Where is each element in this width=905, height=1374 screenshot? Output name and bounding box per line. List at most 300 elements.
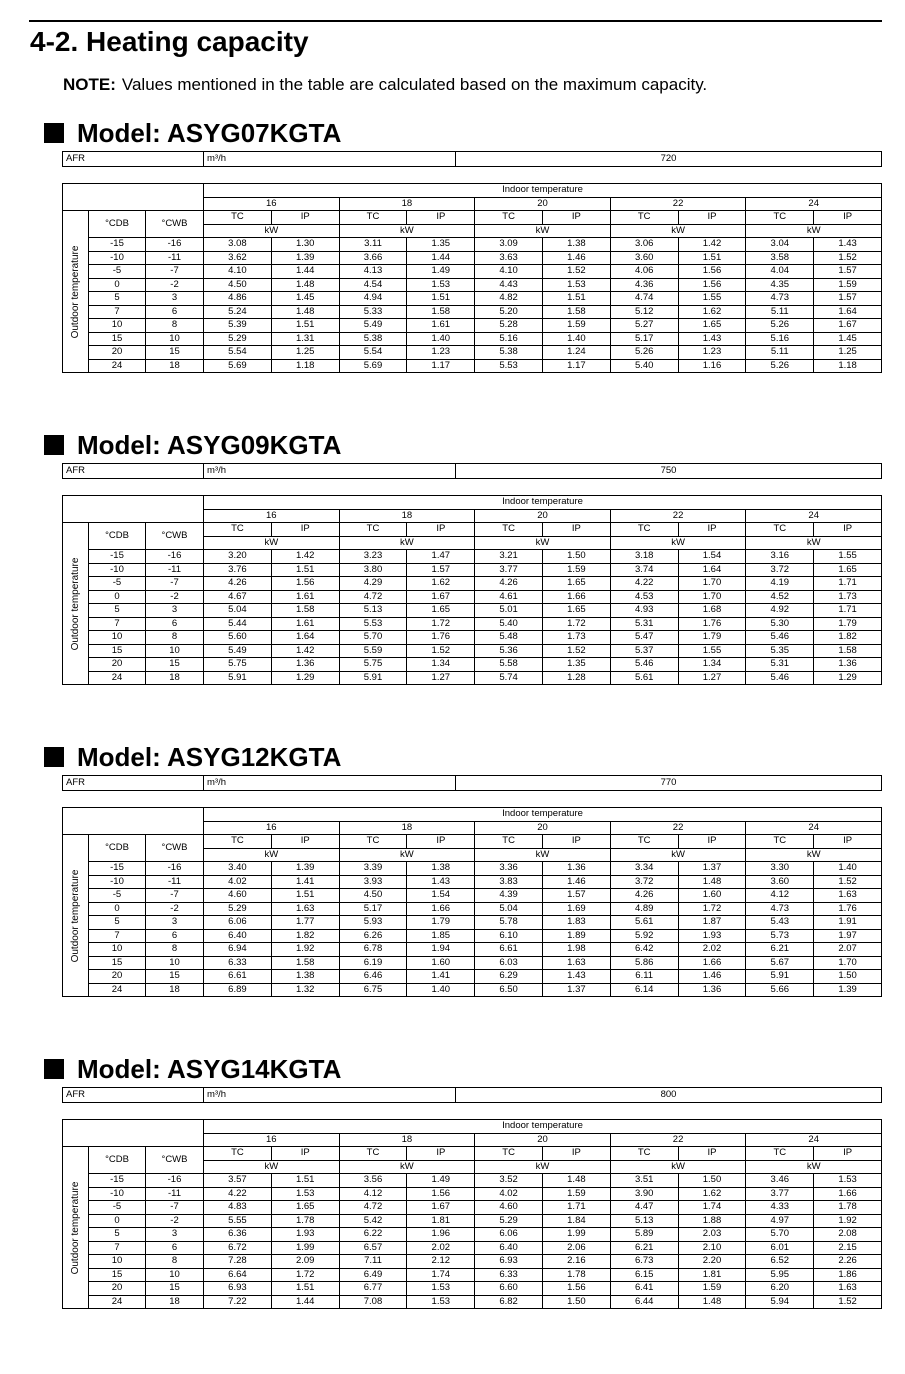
cwb-cell: 10: [146, 644, 204, 658]
tc-cell: 5.37: [610, 644, 678, 658]
table-row: [63, 265, 882, 279]
cwb-cell: 8: [146, 943, 204, 957]
tc-cell: 4.33: [746, 1201, 814, 1215]
ip-cell: 1.34: [678, 658, 746, 672]
tc-cell: 4.35: [746, 278, 814, 292]
ip-cell: 1.32: [271, 983, 339, 997]
tc-cell: 5.94: [746, 1295, 814, 1309]
ip-cell: 1.62: [678, 305, 746, 319]
ip-cell: 1.94: [407, 943, 475, 957]
tc-cell: 4.29: [339, 577, 407, 591]
ip-cell: 1.50: [543, 1295, 611, 1309]
tc-cell: 6.14: [610, 983, 678, 997]
tc-header: TC: [204, 523, 272, 537]
tc-cell: 4.22: [610, 577, 678, 591]
tc-cell: 4.26: [610, 889, 678, 903]
tc-cell: 5.73: [746, 929, 814, 943]
tc-cell: 6.61: [204, 970, 272, 984]
ip-cell: 1.70: [678, 590, 746, 604]
ip-header: IP: [543, 211, 611, 225]
ip-cell: 2.03: [678, 1228, 746, 1242]
indoor-temp-header: 18: [339, 1133, 475, 1147]
ip-cell: 1.53: [543, 278, 611, 292]
tc-cell: 4.02: [475, 1187, 543, 1201]
table-row: [63, 1282, 882, 1296]
ip-cell: 1.71: [814, 604, 882, 618]
tc-cell: 3.77: [475, 563, 543, 577]
tc-cell: 5.67: [746, 956, 814, 970]
indoor-temperature-header: Indoor temperature: [204, 184, 882, 198]
tc-cell: 5.38: [339, 332, 407, 346]
afr-label: AFR: [63, 1088, 204, 1103]
tc-cell: 5.12: [610, 305, 678, 319]
cdb-cell: 24: [89, 983, 146, 997]
ip-cell: 1.65: [543, 604, 611, 618]
cwb-cell: 18: [146, 1295, 204, 1309]
kw-unit-header: kW: [204, 848, 340, 862]
tc-cell: 5.91: [204, 671, 272, 685]
ip-header: IP: [407, 211, 475, 225]
ip-cell: 1.79: [407, 916, 475, 930]
ip-cell: 1.49: [407, 1174, 475, 1188]
ip-header: IP: [271, 835, 339, 849]
afr-table: [62, 775, 882, 791]
tc-cell: 5.04: [204, 604, 272, 618]
cdb-cell: 15: [89, 644, 146, 658]
table-row: [63, 1255, 882, 1269]
table-row: [63, 658, 882, 672]
tc-cell: 5.26: [746, 319, 814, 333]
kw-unit-header: kW: [475, 536, 611, 550]
tc-cell: 4.02: [204, 875, 272, 889]
table-row: [63, 319, 882, 333]
cwb-cell: -11: [146, 563, 204, 577]
ip-cell: 2.15: [814, 1241, 882, 1255]
tc-cell: 4.74: [610, 292, 678, 306]
ip-cell: 1.17: [407, 359, 475, 373]
tc-cell: 5.69: [339, 359, 407, 373]
capacity-table: [62, 807, 882, 997]
cdb-cell: 7: [89, 929, 146, 943]
cwb-cell: -7: [146, 1201, 204, 1215]
ip-cell: 1.65: [814, 563, 882, 577]
indoor-temp-header: 24: [746, 821, 882, 835]
ip-cell: 2.07: [814, 943, 882, 957]
tc-cell: 3.16: [746, 550, 814, 564]
ip-cell: 1.47: [407, 550, 475, 564]
indoor-temperature-header: Indoor temperature: [204, 496, 882, 510]
cdb-cell: 10: [89, 319, 146, 333]
tc-header: TC: [746, 1147, 814, 1161]
tc-cell: 5.49: [339, 319, 407, 333]
ip-cell: 1.41: [407, 970, 475, 984]
tc-cell: 5.40: [475, 617, 543, 631]
outdoor-temperature-label: [63, 211, 89, 373]
tc-cell: 5.89: [610, 1228, 678, 1242]
tc-header: TC: [746, 211, 814, 225]
ip-cell: 1.16: [678, 359, 746, 373]
tc-cell: 6.61: [475, 943, 543, 957]
cdb-cell: -15: [89, 238, 146, 252]
ip-cell: 1.24: [543, 346, 611, 360]
square-bullet-icon: [44, 747, 64, 767]
ip-cell: 1.41: [271, 875, 339, 889]
ip-cell: 1.23: [407, 346, 475, 360]
outdoor-temperature-text: Outdoor temperature: [69, 557, 81, 650]
ip-cell: 1.81: [407, 1214, 475, 1228]
ip-cell: 2.08: [814, 1228, 882, 1242]
tc-cell: 6.06: [204, 916, 272, 930]
tc-cell: 5.31: [610, 617, 678, 631]
ip-cell: 1.64: [678, 563, 746, 577]
ip-cell: 1.65: [543, 577, 611, 591]
kw-unit-header: kW: [610, 536, 746, 550]
cwb-cell: -7: [146, 265, 204, 279]
tc-cell: 4.93: [610, 604, 678, 618]
ip-cell: 1.53: [814, 1174, 882, 1188]
ip-cell: 1.43: [407, 875, 475, 889]
ip-header: IP: [678, 523, 746, 537]
tc-cell: 4.60: [204, 889, 272, 903]
cdb-cell: 7: [89, 305, 146, 319]
tc-cell: 5.54: [204, 346, 272, 360]
tc-cell: 6.15: [610, 1268, 678, 1282]
cdb-cell: 20: [89, 346, 146, 360]
ip-cell: 1.67: [407, 1201, 475, 1215]
ip-cell: 1.46: [543, 251, 611, 265]
model-heading: [44, 1053, 341, 1085]
cwb-cell: 6: [146, 617, 204, 631]
tc-header: TC: [610, 835, 678, 849]
ip-cell: 1.61: [271, 617, 339, 631]
cwb-cell: 3: [146, 292, 204, 306]
ip-cell: 1.76: [678, 617, 746, 631]
tc-cell: 6.94: [204, 943, 272, 957]
ip-cell: 1.39: [814, 983, 882, 997]
ip-cell: 1.37: [543, 983, 611, 997]
tc-cell: 3.77: [746, 1187, 814, 1201]
tc-cell: 5.11: [746, 305, 814, 319]
ip-cell: 1.76: [407, 631, 475, 645]
tc-cell: 4.89: [610, 902, 678, 916]
tc-cell: 4.72: [339, 1201, 407, 1215]
ip-cell: 1.59: [543, 1187, 611, 1201]
tc-cell: 4.86: [204, 292, 272, 306]
ip-cell: 1.30: [271, 238, 339, 252]
ip-cell: 1.56: [543, 1282, 611, 1296]
ip-cell: 1.72: [271, 1268, 339, 1282]
ip-cell: 1.44: [271, 1295, 339, 1309]
ip-cell: 1.53: [407, 278, 475, 292]
ip-cell: 1.53: [271, 1187, 339, 1201]
ip-cell: 1.45: [271, 292, 339, 306]
ip-cell: 1.53: [407, 1295, 475, 1309]
tc-cell: 6.93: [204, 1282, 272, 1296]
indoor-temp-header: 20: [475, 821, 611, 835]
tc-cell: 6.22: [339, 1228, 407, 1242]
cdb-cell: 15: [89, 332, 146, 346]
tc-cell: 5.39: [204, 319, 272, 333]
tc-cell: 3.66: [339, 251, 407, 265]
tc-cell: 5.61: [610, 916, 678, 930]
header-corner: [63, 496, 204, 523]
tc-cell: 6.11: [610, 970, 678, 984]
ip-cell: 1.82: [814, 631, 882, 645]
ip-cell: 1.59: [543, 319, 611, 333]
tc-cell: 4.43: [475, 278, 543, 292]
cdb-cell: -15: [89, 550, 146, 564]
tc-cell: 6.19: [339, 956, 407, 970]
ip-cell: 1.88: [678, 1214, 746, 1228]
ip-cell: 1.78: [271, 1214, 339, 1228]
ip-cell: 1.48: [543, 1174, 611, 1188]
ip-cell: 1.60: [407, 956, 475, 970]
ip-cell: 1.74: [407, 1268, 475, 1282]
cdb-cell: 0: [89, 902, 146, 916]
tc-cell: 3.72: [746, 563, 814, 577]
tc-header: TC: [339, 1147, 407, 1161]
outdoor-temperature-text: Outdoor temperature: [69, 1181, 81, 1274]
tc-cell: 4.39: [475, 889, 543, 903]
tc-cell: 6.44: [610, 1295, 678, 1309]
cwb-cell: -16: [146, 1174, 204, 1188]
tc-cell: 3.46: [746, 1174, 814, 1188]
cwb-cell: 15: [146, 1282, 204, 1296]
tc-cell: 5.78: [475, 916, 543, 930]
cwb-cell: 15: [146, 970, 204, 984]
tc-cell: 5.95: [746, 1268, 814, 1282]
tc-cell: 4.50: [339, 889, 407, 903]
model-title: Model: ASYG14KGTA: [77, 1054, 342, 1084]
tc-cell: 5.93: [339, 916, 407, 930]
tc-cell: 6.06: [475, 1228, 543, 1242]
kw-unit-header: kW: [204, 1160, 340, 1174]
cwb-cell: -16: [146, 862, 204, 876]
cdb-cell: 10: [89, 943, 146, 957]
tc-cell: 3.11: [339, 238, 407, 252]
ip-cell: 1.54: [407, 889, 475, 903]
tc-cell: 3.09: [475, 238, 543, 252]
table-row: [63, 889, 882, 903]
tc-cell: 5.29: [475, 1214, 543, 1228]
square-bullet-icon: [44, 123, 64, 143]
table-row: [63, 577, 882, 591]
table-row: [63, 563, 882, 577]
ip-cell: 1.43: [543, 970, 611, 984]
tc-cell: 3.30: [746, 862, 814, 876]
tc-cell: 5.47: [610, 631, 678, 645]
tc-cell: 4.52: [746, 590, 814, 604]
tc-cell: 5.38: [475, 346, 543, 360]
ip-cell: 1.57: [407, 563, 475, 577]
tc-cell: 5.44: [204, 617, 272, 631]
ip-cell: 1.93: [271, 1228, 339, 1242]
tc-cell: 3.36: [475, 862, 543, 876]
ip-header: IP: [407, 1147, 475, 1161]
cdb-cell: 0: [89, 590, 146, 604]
ip-cell: 1.97: [814, 929, 882, 943]
table-row: [63, 604, 882, 618]
ip-cell: 1.86: [814, 1268, 882, 1282]
tc-cell: 4.19: [746, 577, 814, 591]
ip-cell: 1.51: [543, 292, 611, 306]
table-row: [63, 644, 882, 658]
tc-cell: 6.41: [610, 1282, 678, 1296]
tc-cell: 6.26: [339, 929, 407, 943]
tc-cell: 4.26: [475, 577, 543, 591]
table-row: [63, 631, 882, 645]
cdb-cell: 24: [89, 671, 146, 685]
tc-cell: 4.22: [204, 1187, 272, 1201]
tc-header: TC: [339, 523, 407, 537]
cwb-cell: 6: [146, 929, 204, 943]
ip-header: IP: [407, 523, 475, 537]
indoor-temp-header: 16: [204, 821, 340, 835]
ip-cell: 1.91: [814, 916, 882, 930]
tc-cell: 5.53: [475, 359, 543, 373]
tc-cell: 6.78: [339, 943, 407, 957]
ip-cell: 1.37: [678, 862, 746, 876]
tc-cell: 5.24: [204, 305, 272, 319]
cdb-cell: 15: [89, 956, 146, 970]
section-title: 4-2. Heating capacity: [30, 26, 309, 57]
afr-label: AFR: [63, 776, 204, 791]
table-row: [63, 1268, 882, 1282]
ip-cell: 1.39: [271, 251, 339, 265]
ip-cell: 1.76: [814, 902, 882, 916]
ip-cell: 1.93: [678, 929, 746, 943]
afr-table: [62, 151, 882, 167]
model-heading: [44, 117, 341, 149]
ip-cell: 1.83: [543, 916, 611, 930]
note: [63, 74, 707, 96]
note-text: Values mentioned in the table are calculated based on the maximum capacity.: [121, 75, 708, 94]
cdb-cell: 20: [89, 1282, 146, 1296]
tc-cell: 4.72: [339, 590, 407, 604]
kw-unit-header: kW: [339, 848, 475, 862]
tc-cell: 3.60: [610, 251, 678, 265]
tc-cell: 6.50: [475, 983, 543, 997]
table-row: [63, 943, 882, 957]
ip-cell: 1.29: [814, 671, 882, 685]
table-row: [63, 346, 882, 360]
tc-cell: 4.12: [746, 889, 814, 903]
ip-header: IP: [407, 835, 475, 849]
ip-cell: 1.46: [678, 970, 746, 984]
ip-header: IP: [271, 211, 339, 225]
cwb-header: °CWB: [146, 1147, 204, 1174]
ip-cell: 1.56: [271, 577, 339, 591]
cwb-cell: -11: [146, 1187, 204, 1201]
kw-unit-header: kW: [204, 224, 340, 238]
ip-header: IP: [271, 1147, 339, 1161]
ip-cell: 1.66: [814, 1187, 882, 1201]
tc-cell: 3.08: [204, 238, 272, 252]
tc-header: TC: [339, 211, 407, 225]
tc-cell: 3.80: [339, 563, 407, 577]
ip-cell: 1.51: [678, 251, 746, 265]
cdb-cell: -5: [89, 577, 146, 591]
ip-cell: 1.48: [678, 1295, 746, 1309]
cwb-cell: -11: [146, 251, 204, 265]
ip-cell: 1.79: [678, 631, 746, 645]
ip-cell: 1.42: [271, 644, 339, 658]
tc-cell: 6.20: [746, 1282, 814, 1296]
ip-cell: 1.35: [543, 658, 611, 672]
cwb-cell: 10: [146, 956, 204, 970]
cdb-cell: 15: [89, 1268, 146, 1282]
kw-unit-header: kW: [746, 848, 882, 862]
tc-cell: 5.75: [339, 658, 407, 672]
indoor-temp-header: 16: [204, 1133, 340, 1147]
ip-cell: 2.06: [543, 1241, 611, 1255]
tc-cell: 4.97: [746, 1214, 814, 1228]
capacity-table: [62, 183, 882, 373]
cwb-cell: 18: [146, 671, 204, 685]
afr-unit: m³/h: [204, 152, 456, 167]
cdb-cell: 0: [89, 1214, 146, 1228]
ip-header: IP: [678, 835, 746, 849]
tc-cell: 5.31: [746, 658, 814, 672]
tc-cell: 3.62: [204, 251, 272, 265]
ip-cell: 1.36: [543, 862, 611, 876]
kw-unit-header: kW: [339, 536, 475, 550]
tc-cell: 6.75: [339, 983, 407, 997]
table-row: [63, 590, 882, 604]
indoor-temp-header: 20: [475, 509, 611, 523]
tc-cell: 5.11: [746, 346, 814, 360]
model-heading: [44, 741, 341, 773]
cdb-cell: -10: [89, 251, 146, 265]
table-row: [63, 1187, 882, 1201]
table-row: [63, 970, 882, 984]
tc-cell: 3.51: [610, 1174, 678, 1188]
afr-value: 770: [456, 776, 882, 791]
cdb-cell: -5: [89, 1201, 146, 1215]
tc-header: TC: [475, 1147, 543, 1161]
cdb-cell: 20: [89, 658, 146, 672]
ip-cell: 1.61: [271, 590, 339, 604]
ip-cell: 1.52: [814, 1295, 882, 1309]
ip-cell: 1.64: [814, 305, 882, 319]
ip-cell: 1.53: [407, 1282, 475, 1296]
afr-value: 800: [456, 1088, 882, 1103]
tc-cell: 5.30: [746, 617, 814, 631]
tc-cell: 6.01: [746, 1241, 814, 1255]
afr-table: [62, 1087, 882, 1103]
ip-cell: 1.34: [407, 658, 475, 672]
cdb-cell: 20: [89, 970, 146, 984]
table-row: [63, 251, 882, 265]
tc-cell: 5.42: [339, 1214, 407, 1228]
indoor-temp-header: 16: [204, 509, 340, 523]
ip-cell: 1.38: [543, 238, 611, 252]
tc-cell: 3.56: [339, 1174, 407, 1188]
table-row: [63, 983, 882, 997]
tc-cell: 5.17: [339, 902, 407, 916]
tc-cell: 5.92: [610, 929, 678, 943]
tc-cell: 4.10: [475, 265, 543, 279]
cwb-cell: 15: [146, 346, 204, 360]
kw-unit-header: kW: [204, 536, 340, 550]
tc-cell: 5.59: [339, 644, 407, 658]
ip-cell: 1.81: [678, 1268, 746, 1282]
cwb-cell: -11: [146, 875, 204, 889]
cdb-cell: 5: [89, 604, 146, 618]
tc-cell: 3.74: [610, 563, 678, 577]
tc-cell: 4.36: [610, 278, 678, 292]
ip-cell: 1.46: [543, 875, 611, 889]
